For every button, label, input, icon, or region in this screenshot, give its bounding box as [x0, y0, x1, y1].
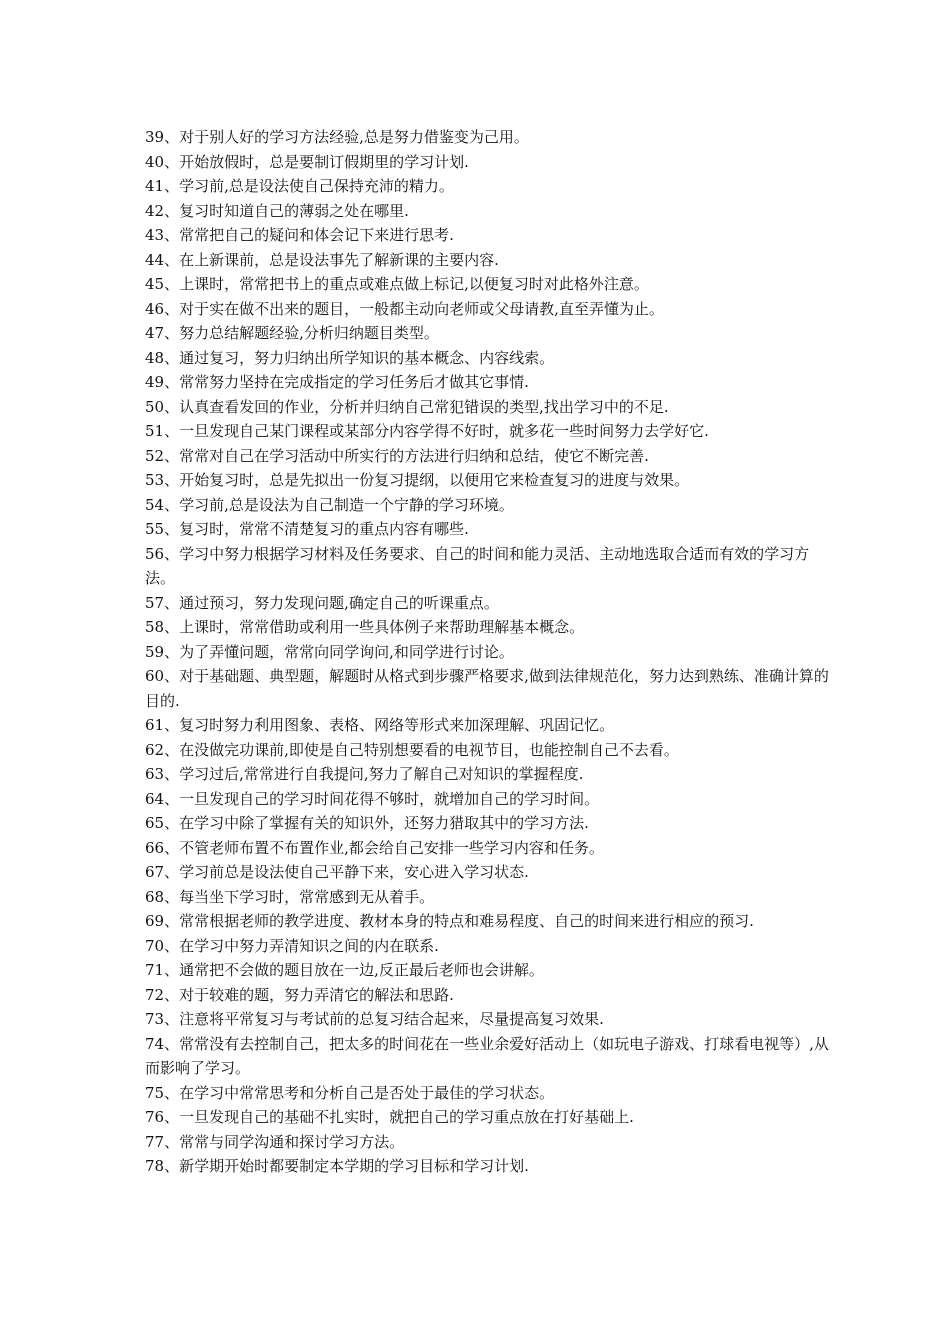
list-item: 75、在学习中常常思考和分析自己是否处于最佳的学习状态。 — [145, 1083, 555, 1102]
list-item: 46、对于实在做不出来的题目，一般都主动向老师或父母请教,直至弄懂为止。 — [145, 299, 664, 318]
questionnaire-list — [145, 125, 830, 1179]
list-item: 39、对于别人好的学习方法经验,总是努力借鉴变为己用。 — [145, 128, 529, 146]
list-item: 43、常常把自己的疑问和体会记下来进行思考. — [145, 226, 454, 244]
list-item: 44、在上新课前，总是设法事先了解新课的主要内容. — [145, 250, 499, 269]
list-item: 48、通过复习，努力归纳出所学知识的基本概念、内容线索。 — [145, 348, 555, 367]
list-item: 40、开始放假时，总是要制订假期里的学习计划. — [145, 152, 469, 171]
list-item: 60、对于基础题、典型题，解题时从格式到步骤严格要求,做到法律规范化，努力达到熟练、准确计算的目的. — [145, 667, 829, 710]
list-item: 42、复习时知道自己的薄弱之处在哪里. — [145, 201, 409, 220]
list-item: 56、学习中努力根据学习材料及任务要求、自己的时间和能力灵活、主动地选取合适而有效的学习方法。 — [145, 544, 810, 587]
list-item: 58、上课时，常常借助或利用一些具体例子来帮助理解基本概念。 — [145, 618, 585, 636]
list-item: 51、一旦发现自己某门课程或某部分内容学得不好时，就多花一些时间努力去学好它. — [145, 422, 709, 440]
list-item: 55、复习时，常常不清楚复习的重点内容有哪些. — [145, 520, 469, 538]
list-item: 77、常常与同学沟通和探讨学习方法。 — [145, 1132, 405, 1151]
list-item: 45、上课时，常常把书上的重点或难点做上标记,以便复习时对此格外注意。 — [145, 275, 649, 293]
list-item: 47、努力总结解题经验,分析归纳题目类型。 — [145, 324, 439, 342]
list-item: 49、常常努力坚持在完成指定的学习任务后才做其它事情. — [145, 373, 529, 391]
list-item: 59、为了弄懂问题，常常向同学询问,和同学进行讨论。 — [145, 642, 514, 661]
list-item: 64、一旦发现自己的学习时间花得不够时，就增加自己的学习时间。 — [145, 789, 600, 808]
list-item: 54、学习前,总是设法为自己制造一个宁静的学习环境。 — [145, 495, 514, 514]
list-item: 71、通常把不会做的题目放在一边,反正最后老师也会讲解。 — [145, 961, 544, 979]
list-item: 41、学习前,总是设法使自己保持充沛的精力。 — [145, 177, 454, 195]
list-item: 76、一旦发现自己的基础不扎实时，就把自己的学习重点放在打好基础上. — [145, 1108, 634, 1126]
list-item: 67、学习前总是设法使自己平静下来，安心进入学习状态. — [145, 863, 529, 881]
list-item: 78、新学期开始时都要制定本学期的学习目标和学习计划. — [145, 1157, 529, 1175]
list-item: 74、常常没有去控制自己，把太多的时间花在一些业余爱好活动上（如玩电子游戏、打球看电视等）,从而影响了学习。 — [145, 1034, 829, 1077]
list-item: 69、常常根据老师的教学进度、教材本身的特点和难易程度、自己的时间来进行相应的预习. — [145, 912, 754, 930]
list-item: 63、学习过后,常常进行自我提问,努力了解自己对知识的掌握程度. — [145, 765, 584, 783]
list-item: 61、复习时努力利用图象、表格、网络等形式来加深理解、巩固记忆。 — [145, 716, 615, 734]
list-item: 52、常常对自己在学习活动中所实行的方法进行归纳和总结，使它不断完善. — [145, 446, 649, 465]
list-item: 66、不管老师布置不布置作业,都会给自己安排一些学习内容和任务。 — [145, 838, 604, 857]
list-item: 57、通过预习，努力发现问题,确定自己的听课重点。 — [145, 593, 499, 612]
list-item: 73、注意将平常复习与考试前的总复习结合起来，尽量提高复习效果. — [145, 1010, 604, 1028]
list-item: 50、认真查看发回的作业，分析并归纳自己常犯错误的类型,找出学习中的不足. — [145, 397, 669, 416]
list-item: 72、对于较难的题，努力弄清它的解法和思路. — [145, 985, 454, 1004]
list-item: 68、每当坐下学习时，常常感到无从着手。 — [145, 887, 435, 906]
list-item: 62、在没做完功课前,即使是自己特别想要看的电视节目，也能控制自己不去看。 — [145, 740, 679, 759]
list-item: 53、开始复习时，总是先拟出一份复习提纲，以便用它来检查复习的进度与效果。 — [145, 471, 690, 489]
list-item: 65、在学习中除了掌握有关的知识外，还努力猎取其中的学习方法. — [145, 814, 589, 832]
list-item: 70、在学习中努力弄清知识之间的内在联系. — [145, 936, 439, 955]
